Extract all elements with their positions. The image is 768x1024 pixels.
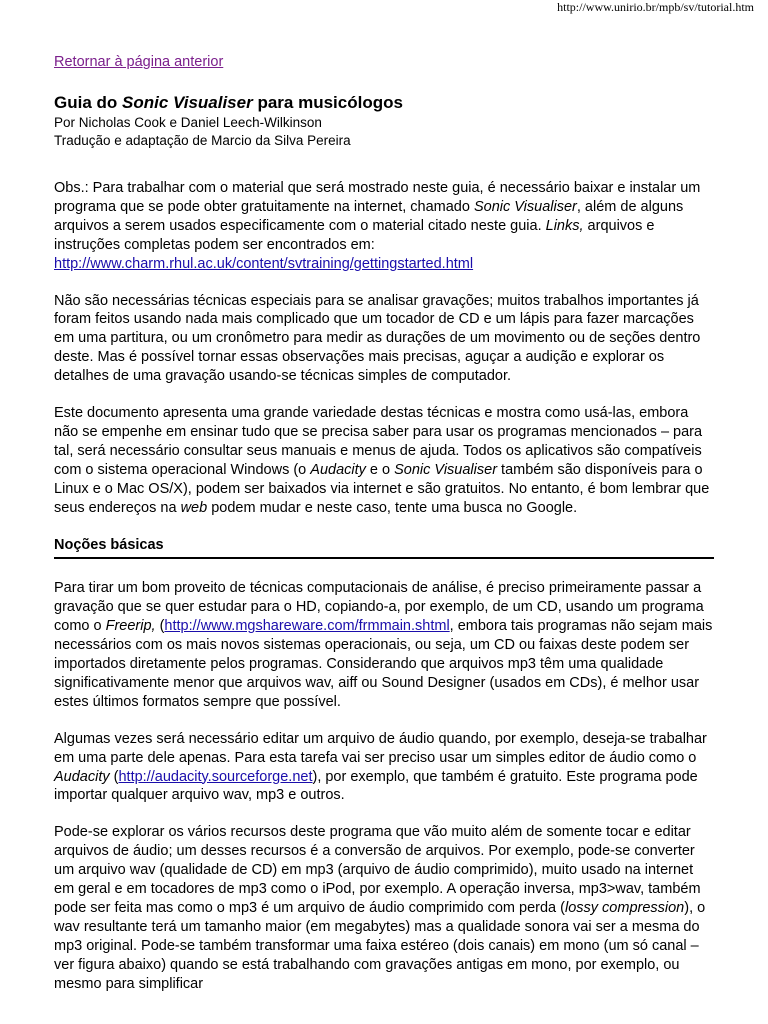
back-link[interactable]: Retornar à página anterior [54, 54, 224, 70]
audacity-link[interactable]: http://audacity.sourceforge.net [118, 768, 313, 785]
paragraph-6: Pode-se explorar os vários recursos deste programa que vão muito além de somente tocar e editar arquivos de áudio; um desses recursos é a conversão de arquivos. Por exemplo, pode-se converter um arquivo wav (qualidade de CD) em mp3 (arquivo de áudio comprimido), muito usado na internet em geral e em tocadores de mp3 como o iPod, por exemplo. A operação inversa, mp3>wav, também pode ser feita mas como o mp3 é um arquivo de áudio comprimido com perda (lossy compression), o wav resultante terá um tamanho maior (em megabytes) mas a qualidade sonora vai ser a mesma do mp3 original. Pode-se também transformar uma faixa estéreo (dois canais) em mono (um só canal – ver figura abaixo) quando se está trabalhando com gravações antigas em mono, por exemplo, ou mesmo para simplificar [54, 824, 706, 992]
title-emphasis: Sonic Visualiser [122, 93, 253, 112]
section-heading: Noções básicas [54, 536, 714, 560]
mgshareware-link[interactable]: http://www.mgshareware.com/frmmain.shtml [164, 618, 450, 635]
document-body [54, 179, 714, 1012]
page-title [54, 93, 403, 113]
title-pre: Guia do [54, 93, 122, 112]
paragraph-3: Este documento apresenta uma grande variedade destas técnicas e mostra como usá-las, embora não se empenhe em ensinar tudo que se precisa saber para usar os programas mencionados – para tal, será necessário consultar seus manuais e menus de ajuda. Todos os aplicativos são compatíveis com o sistema operacional Windows (o Audacity e o Sonic Visualiser também são disponíveis para o Linux e o Mac OS/X), podem ser baixados via internet e são gratuitos. No entanto, é bom lembrar que seus endereços na web podem mudar e neste caso, tente uma busca no Google. [54, 405, 710, 516]
title-post: para musicólogos [252, 93, 403, 112]
paragraph-5: Algumas vezes será necessário editar um arquivo de áudio quando, por exemplo, deseja-se trabalhar em uma parte dele apenas. Para esta tarefa vai ser preciso usar um simples editor de áudio como o Audacity (http://audacity.sourceforge.net), por exemplo, que também é gratuito. Este programa pode importar qualquer arquivo wav, mp3 e outros. [54, 730, 707, 804]
paragraph-obs: Obs.: Para trabalhar com o material que será mostrado neste guia, é necessário baixar e instalar um programa que se pode obter gratuitamente na internet, chamado Sonic Visualiser, além de alguns arquivos a serem usados especificamente com o material citado neste guia. Links, arquivos e instruções completas podem ser encontrados em: http://www.charm.rhul.ac.uk/content/svtraining/gettingstarted.html [54, 180, 701, 272]
paragraph-4: Para tirar um bom proveito de técnicas computacionais de análise, é preciso primeiramente passar a gravação que se quer estudar para o HD, copiando-a, por exemplo, de um CD, usando um programa como o Freerip, (http://www.mgshareware.com/frmmain.shtml, embora tais programas não sejam mais necessários com os mais novos sistemas operacionais, ou seja, um CD ou faixas deste podem ser importados diretamente pelos programas. Considerando que arquivos mp3 têm uma qualidade significativamente menor que arquivos wav, aiff ou Sound Designer (usados em CDs), é melhor usar estes últimos formatos sempre que possível. [54, 580, 713, 710]
authors: Por Nicholas Cook e Daniel Leech-Wilkinson [54, 115, 322, 130]
source-url: http://www.unirio.br/mpb/sv/tutorial.htm [557, 0, 754, 14]
byline [54, 114, 351, 149]
translation-credit: Tradução e adaptação de Marcio da Silva Pereira [54, 132, 351, 148]
charm-link[interactable]: http://www.charm.rhul.ac.uk/content/svtraining/gettingstarted.html [54, 255, 474, 272]
paragraph-2: Não são necessárias técnicas especiais para se analisar gravações; muitos trabalhos importantes já foram feitos usando nada mais complicado que um tocador de CD e um lápis para fazer marcações em uma partitura, ou um cronômetro para medir as durações de um movimento ou de seções dentro deste. Mas é possível tornar essas observações mais precisas, aguçar a audição e explorar os detalhes de uma gravação usando-se técnicas simples de computador. [54, 292, 701, 385]
